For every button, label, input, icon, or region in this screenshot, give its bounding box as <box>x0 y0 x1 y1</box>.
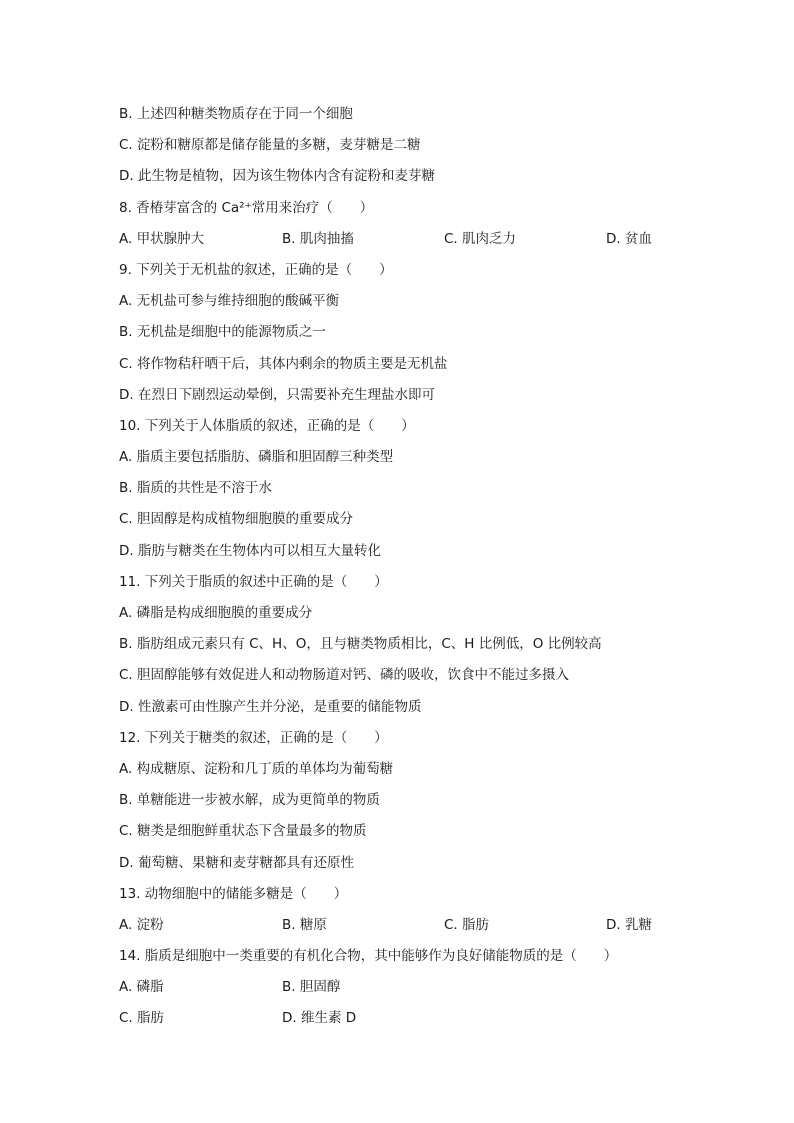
q13-option-a: A. 淀粉 <box>119 916 164 933</box>
q7-option-b: B. 上述四种糖类物质存在于同一个细胞 <box>119 106 353 122</box>
q10-stem: 10. 下列关于人体脂质的叙述，正确的是（ ） <box>119 417 415 434</box>
q12-option-d: D. 葡萄糖、果糖和麦芽糖都具有还原性 <box>119 854 354 871</box>
q8-option-c: C. 肌肉乏力 <box>444 230 517 247</box>
q10-option-a: A. 脂质主要包括脂肪、磷脂和胆固醇三种类型 <box>119 449 394 466</box>
q8-option-b: B. 肌肉抽搐 <box>282 230 354 247</box>
q10-option-b: B. 脂质的共性是不溶于水 <box>119 480 272 497</box>
q11-option-b: B. 脂肪组成元素只有 C、H、O，且与糖类物质相比，C、H 比例低，O 比例较高 <box>119 636 602 653</box>
exam-page <box>119 103 719 1039</box>
q12-stem: 12. 下列关于糖类的叙述，正确的是（ ） <box>119 729 388 746</box>
q12-option-c: C. 糖类是细胞鲜重状态下含量最多的物质 <box>119 823 367 840</box>
q10-option-d: D. 脂肪与糖类在生物体内可以相互大量转化 <box>119 542 381 559</box>
q8-options <box>119 228 719 259</box>
q13-option-b: B. 糖原 <box>282 916 327 933</box>
q11-option-a: A. 磷脂是构成细胞膜的重要成分 <box>119 605 313 621</box>
q9-option-c: C. 将作物秸秆晒干后，其体内剩余的物质主要是无机盐 <box>119 355 448 372</box>
q13-options <box>119 914 719 945</box>
q14-option-d: D. 维生素 D <box>282 1010 357 1027</box>
q9-option-a: A. 无机盐可参与维持细胞的酸碱平衡 <box>119 293 340 310</box>
q13-option-d: D. 乳糖 <box>606 916 652 933</box>
q13-option-c: C. 脂肪 <box>444 916 490 933</box>
q8-option-d: D. 贫血 <box>606 230 652 247</box>
q11-option-d: D. 性激素可由性腺产生并分泌，是重要的储能物质 <box>119 698 422 715</box>
q14-options-row1 <box>119 976 719 1007</box>
q11-stem: 11. 下列关于脂质的叙述中正确的是（ ） <box>119 573 388 590</box>
q14-options-row2 <box>119 1007 719 1038</box>
q9-option-b: B. 无机盐是细胞中的能源物质之一 <box>119 324 326 341</box>
q14-option-c: C. 脂肪 <box>119 1010 165 1027</box>
q14-option-a: A. 磷脂 <box>119 979 164 996</box>
q9-stem: 9. 下列关于无机盐的叙述，正确的是（ ） <box>119 261 393 278</box>
q7-option-c: C. 淀粉和糖原都是储存能量的多糖，麦芽糖是二糖 <box>119 137 421 154</box>
q12-option-a: A. 构成糖原、淀粉和几丁质的单体均为葡萄糖 <box>119 760 394 777</box>
q11-option-c: C. 胆固醇能够有效促进人和动物肠道对钙、磷的吸收，饮食中不能过多摄入 <box>119 667 570 684</box>
q13-stem: 13. 动物细胞中的储能多糖是（ ） <box>119 885 348 902</box>
q14-stem: 14. 脂质是细胞中一类重要的有机化合物，其中能够作为良好储能物质的是（ ） <box>119 948 618 965</box>
q7-option-d: D. 此生物是植物，因为该生物体内含有淀粉和麦芽糖 <box>119 168 435 185</box>
q10-option-c: C. 胆固醇是构成植物细胞膜的重要成分 <box>119 511 354 528</box>
q9-option-d: D. 在烈日下剧烈运动晕倒，只需要补充生理盐水即可 <box>119 386 435 403</box>
q8-option-a: A. 甲状腺肿大 <box>119 230 205 247</box>
q12-option-b: B. 单糖能进一步被水解，成为更简单的物质 <box>119 792 380 809</box>
q8-stem: 8. 香椿芽富含的 Ca²⁺常用来治疗（ ） <box>119 199 374 216</box>
q14-option-b: B. 胆固醇 <box>282 979 341 996</box>
